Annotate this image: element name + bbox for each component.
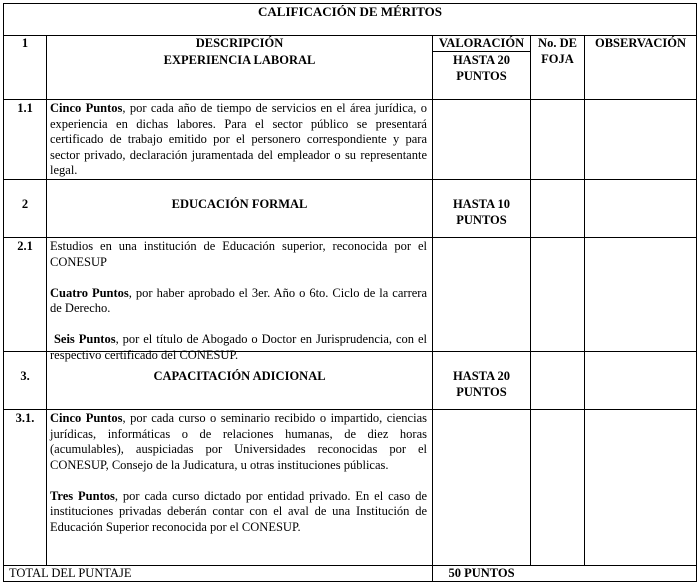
item-number: 1.1	[17, 101, 33, 115]
column-divider	[584, 35, 585, 565]
item-points-label: Cuatro Puntos	[50, 285, 129, 300]
item-description	[50, 239, 427, 363]
section-valuation	[433, 369, 530, 400]
column-observation: OBSERVACIÓN	[594, 36, 687, 50]
total-value: 50 PUNTOS	[448, 566, 515, 580]
section-valuation	[433, 197, 530, 228]
column-folio	[531, 36, 584, 67]
column-divider	[46, 35, 47, 565]
table-border-bottom	[3, 581, 697, 582]
item-text: , por haber aprobado el 3er. Año o 6to. Ciclo de la carrera de Derecho.	[50, 285, 427, 315]
item-text: , por cada curso o seminario recibido o impartido, ciencias jurídicas, informáticas o de relaciones humanas, de diez horas (acumulables), auspiciadas por Universidades reconocidas por el CONESUP, Consejo de la Judicatura, u otras instituciones públicas.	[50, 411, 427, 472]
item-text: , por cada año de tiempo de servicios en el área jurídica, o experiencia en dichas labores. Para el sector público se presentará certificado de trabajo emitido por el personero correspondiente y para sector privado, declaración juramentada del empleador o su representante legal.	[50, 101, 427, 177]
item-intro: Estudios en una institución de Educación superior, reconocida por el CONESUP	[50, 239, 427, 269]
item-text: , por el título de Abogado o Doctor en Jurisprudencia, con el respectivo certificado del CONESUP.	[50, 332, 428, 362]
item-description	[50, 411, 427, 535]
item-description	[50, 101, 427, 179]
column-valuation: VALORACIÓN	[438, 36, 525, 50]
item-points-label: Seis Puntos	[53, 332, 116, 346]
row-divider	[3, 409, 697, 410]
row-divider	[3, 179, 697, 180]
section-valuation-line2: PUNTOS	[456, 212, 507, 227]
item-points-label: Tres Puntos	[50, 488, 115, 503]
section-title: CAPACITACIÓN ADICIONAL	[153, 369, 326, 383]
column-description: DESCRIPCIÓN	[195, 36, 284, 50]
section-title: EDUCACIÓN FORMAL	[171, 197, 308, 211]
section-valuation	[433, 53, 530, 84]
section-valuation-line2: PUNTOS	[456, 384, 507, 399]
section-number: 3.	[20, 369, 30, 383]
column-divider	[432, 35, 433, 582]
page-title: CALIFICACIÓN DE MÉRITOS	[258, 4, 442, 19]
section-valuation-line1: HASTA 20	[452, 53, 511, 67]
table-border-left	[3, 3, 4, 582]
column-divider	[530, 35, 531, 565]
row-divider	[3, 237, 697, 238]
item-points-label: Cinco Puntos	[50, 411, 123, 425]
total-label: TOTAL DEL PUNTAJE	[9, 566, 132, 580]
column-number: 1	[21, 36, 29, 50]
column-folio-line2: FOJA	[541, 51, 574, 66]
section-valuation-line1: HASTA 10	[452, 197, 511, 211]
item-points-label: Cinco Puntos	[50, 101, 123, 115]
section-valuation-line2: PUNTOS	[456, 68, 507, 83]
item-number: 2.1	[17, 239, 33, 253]
column-folio-line1: No. DE	[538, 36, 577, 50]
section-title: EXPERIENCIA LABORAL	[163, 53, 316, 67]
table-border-right	[696, 3, 697, 582]
section-valuation-line1: HASTA 20	[452, 369, 511, 383]
section-number: 2	[21, 197, 29, 211]
item-number: 3.1.	[15, 411, 35, 425]
row-divider	[3, 99, 697, 100]
item-text: , por cada curso dictado por entidad privado. En el caso de instituciones privadas deberán contar con el aval de una Institución de Educación Superior reconocida por el CONESUP.	[50, 488, 427, 534]
